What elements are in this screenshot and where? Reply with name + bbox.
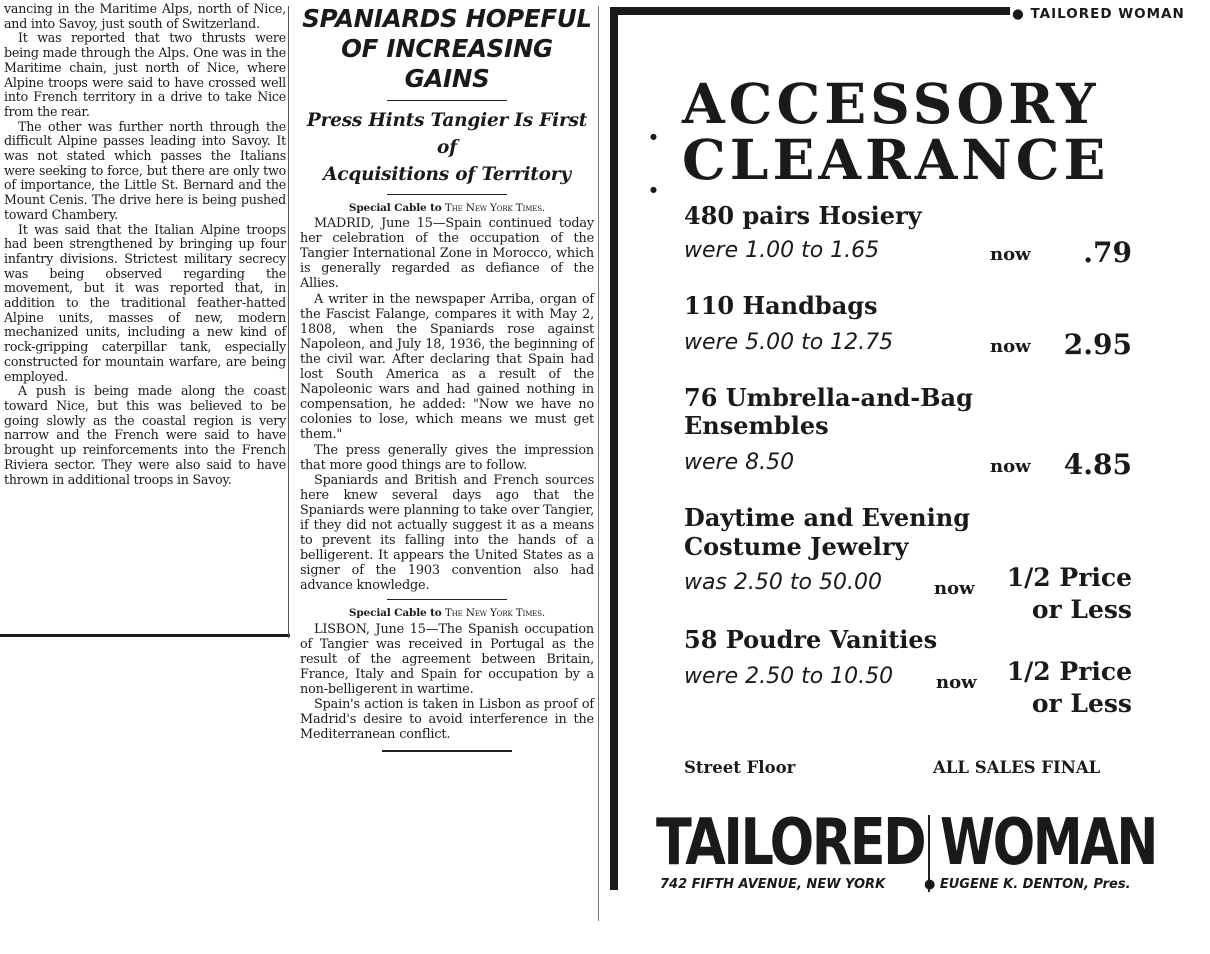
paragraph: Spain's action is taken in Lisbon as proof of Madrid's desire to avoid interference in the Mediterranean conflict. xyxy=(300,697,594,743)
divider xyxy=(387,100,507,101)
column-divider xyxy=(288,6,289,638)
item-price: 1/2 Price or Less xyxy=(1006,563,1132,624)
item-was-price: was 2.50 to 50.00 xyxy=(684,570,882,595)
item-was-price: were 2.50 to 10.50 xyxy=(684,664,894,689)
logo-woman: WOMAN xyxy=(940,806,1156,880)
store-address: 742 FIFTH AVENUE, NEW YORK xyxy=(660,877,886,892)
paragraph: Spaniards and British and French sources here knew several days ago that the Spaniards were planning to take over Tangier, if they did not actually suggest it as a means to prevent its falling into the hands of a belligerent. It appears the United States as a signer of the 1903 convention also had advance knowledge. xyxy=(300,472,594,594)
wire-credit: Special Cable to The New York Times. xyxy=(348,607,546,620)
article-end-rule xyxy=(382,750,512,752)
ad-border-top xyxy=(610,7,1010,15)
paragraph: It was reported that two thrusts were being made through the Alps. One was in the Maritime chain, just north of Nice, where Alpine troops were said to have crossed well into French territory in a drive to take Nice from the rear. xyxy=(4,30,286,119)
headline: SPANIARDS HOPEFUL OF INCREASING GAINS xyxy=(302,4,592,93)
divider xyxy=(387,599,507,600)
store-floor: Street Floor xyxy=(684,758,796,777)
item-name: Daytime and Evening xyxy=(684,503,970,532)
paragraph: A writer in the newspaper Arriba, organ of the Fascist Falange, compares it with May 2, 1808, when the Spaniards rose against Napoleon, and July 18, 1936, the beginning of the civil war. After declaring that Spain had lost South America as a result of the Napoleonic wars and had gained nothing in compensation, he added: "Now we have no colonies to lose, which means we must get them." xyxy=(300,291,594,443)
store-president: ● EUGENE K. DENTON, Pres. xyxy=(924,877,1131,892)
paragraph: A push is being made along the coast toward Nice, but this was believed to be going slowly as the coastal region is very narrow and the French were said to have brought up reinforcements into the French Riviera sector. They were also said to have thrown in additional troops in Savoy. xyxy=(4,383,286,487)
ad-title-line2: CLEARANCE xyxy=(682,127,1110,192)
dot-icon: ● xyxy=(650,132,657,141)
paragraph: It was said that the Italian Alpine troops had been strengthened by bringing up four infantry divisions. Strictest military secrecy was being observed regarding the movement, but it was reported that, in addition to the traditional feather-hatted Alpine units, masses of new, modern mechanized units, including a new kind of rock-gripping caterpillar tank, especially constructed for mountain warfare, are being employed. xyxy=(4,221,286,384)
item-now-label: now xyxy=(990,456,1031,477)
article-column xyxy=(300,4,594,752)
paragraph: MADRID, June 15—Spain continued today her celebration of the occupation of the Tangier International Zone in Morocco, which is generally regarded as defiance of the Allies. xyxy=(300,216,594,292)
paragraph: The press generally gives the impression that more good things are to follow. xyxy=(300,442,594,473)
item-price: 2.95 xyxy=(1063,328,1132,361)
item-price: 4.85 xyxy=(1063,448,1132,481)
divider xyxy=(387,194,507,195)
column-end-rule xyxy=(0,634,290,637)
paragraph: The other was further north through the difficult Alpine passes leading into Savoy. It was not stated which passes the Italians were seeking to force, but there are only two of importance, the Little St. Bernard and the Mount Cenis. The drive here is being pushed toward Chambery. xyxy=(4,118,286,222)
ad-title-line1: ACCESSORY xyxy=(682,71,1100,136)
logo-tailored: TAILORED xyxy=(656,806,925,880)
item-price: .79 xyxy=(1083,236,1132,269)
left-column-text xyxy=(4,2,286,487)
paragraph: vancing in the Maritime Alps, north of Nice, and into Savoy, just south of Switzerland. xyxy=(4,1,286,31)
sales-final-note: ALL SALES FINAL xyxy=(933,758,1101,777)
item-now-label: now xyxy=(990,244,1031,265)
item-name: 480 pairs Hosiery xyxy=(684,201,922,230)
item-name-line2: Ensembles xyxy=(684,411,829,440)
ad-border-left xyxy=(610,7,618,890)
paragraph: LISBON, June 15—The Spanish occupation of Tangier was received in Portugal as the result of the agreement between Britain, France, Italy and Spain for occupation by a non-belligerent in wartime. xyxy=(300,621,594,697)
item-name-line2: Costume Jewelry xyxy=(684,532,909,561)
item-was-price: were 1.00 to 1.65 xyxy=(684,238,880,263)
column-divider xyxy=(598,6,599,921)
item-name: 58 Poudre Vanities xyxy=(684,625,938,654)
item-now-label: now xyxy=(934,578,975,599)
item-was-price: were 5.00 to 12.75 xyxy=(684,330,894,355)
wire-credit: Special Cable to The New York Times. xyxy=(348,202,546,214)
item-now-label: now xyxy=(936,672,977,693)
ad-brand-tag: ● TAILORED WOMAN xyxy=(1012,6,1185,22)
item-was-price: were 8.50 xyxy=(684,450,795,475)
item-name: 110 Handbags xyxy=(684,291,878,320)
item-price: 1/2 Price or Less xyxy=(1006,657,1132,718)
item-name: 76 Umbrella-and-Bag xyxy=(684,383,973,412)
item-now-label: now xyxy=(990,336,1031,357)
dot-icon: ● xyxy=(650,185,657,194)
subheadline: Press Hints Tangier Is First of Acquisitions of Territory xyxy=(306,110,588,185)
